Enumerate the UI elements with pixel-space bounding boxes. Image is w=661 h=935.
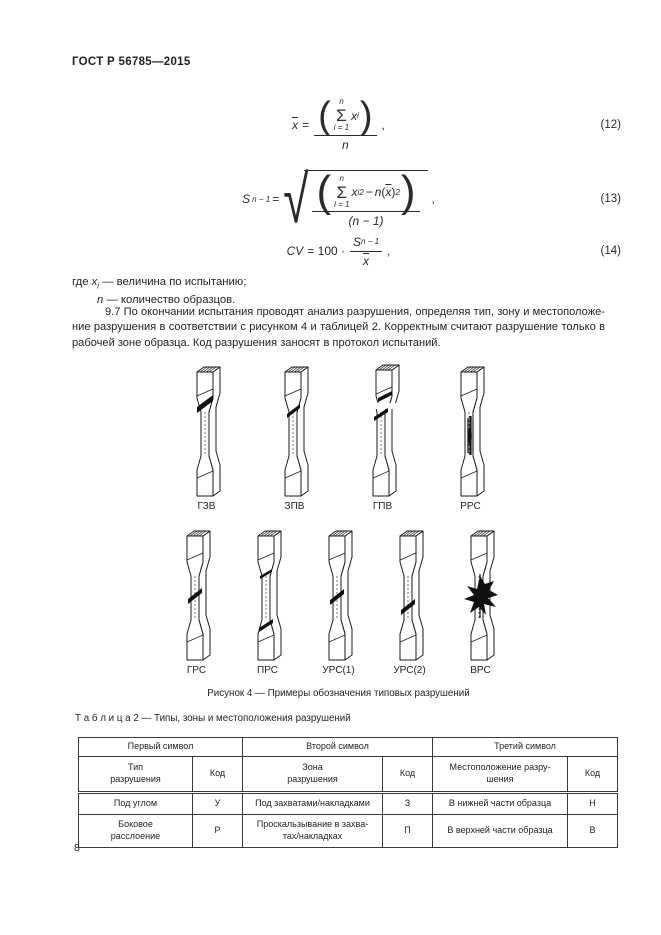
- table-col-header: Зона разрушения: [243, 757, 383, 793]
- table-cell: В нижней части образца: [433, 793, 568, 815]
- formula-12-fraction: ( n Σ i = 1 x i ) n: [314, 98, 376, 152]
- paragraph-line: ние разрушения в соответствии с рисунком 4 и таблицей 2. Корректным считают разрушение только в: [72, 321, 605, 334]
- specimen-label: УРС(2): [393, 665, 426, 676]
- paragraph-line: 9.7 По окончании испытания проводят анализ разрушения, определяя тип, зону и местоположе-: [105, 306, 605, 318]
- table-cell: У: [193, 793, 243, 815]
- summation-symbol: n Σ i = 1: [334, 173, 350, 209]
- specimen-drawing: [169, 524, 225, 664]
- specimen-label: ГРС: [186, 665, 207, 676]
- table-col-header: Местоположение разру- шения: [433, 757, 568, 793]
- table-cell: Проскальзывание в захва- тах/накладках: [243, 815, 383, 848]
- table-col-header: Тип разрушения: [79, 757, 193, 793]
- table-cell: Под захватами/накладками: [243, 793, 383, 815]
- specimen-figure: [310, 524, 368, 676]
- specimen-label: РРС: [460, 501, 481, 512]
- table-cell: Под углом: [79, 793, 193, 815]
- specimen-figure: [168, 524, 226, 676]
- formula-12-equals: =: [302, 118, 310, 132]
- specimen-label: ВРС: [470, 665, 491, 676]
- table-cell: Боковое расслоение: [79, 815, 193, 848]
- paragraph-9-7: [72, 305, 605, 351]
- table-group-header: Второй символ: [243, 738, 433, 757]
- specimen-drawing: [179, 360, 235, 500]
- specimen-figure: [452, 524, 510, 676]
- table-col-header: Код: [568, 757, 618, 793]
- specimen-drawing: [443, 360, 499, 500]
- specimen-figure: [381, 524, 439, 676]
- figure-row-2: [72, 524, 605, 676]
- table-group-header: Третий символ: [433, 738, 618, 757]
- summation-symbol: n Σ i = 1: [333, 97, 350, 132]
- specimen-label: ПРС: [257, 665, 278, 676]
- specimen-drawing: [267, 360, 323, 500]
- table-cell: Р: [193, 815, 243, 848]
- specimen-figure: [266, 360, 324, 512]
- equation-number-12: (12): [600, 119, 621, 131]
- table-cell: Н: [568, 793, 618, 815]
- where-block: [72, 275, 605, 308]
- formula-13: S n − 1 = √ ( n Σ i = 1 x i 2 − n ( $\overline{x}$ ) 2 ) (n − 1) , (13): [242, 161, 621, 237]
- formula-13-term: x: [351, 185, 358, 199]
- formula-13-denominator: (n − 1): [348, 214, 384, 229]
- table-row: [79, 793, 618, 815]
- formula-13-xbar: $\overline{x}$: [385, 185, 392, 199]
- figure-caption: Рисунок 4 — Примеры обозначения типовых разрушений: [207, 688, 470, 699]
- specimen-drawing: [382, 524, 438, 664]
- table-subheader-row: [79, 757, 618, 793]
- right-paren-glyph: ): [391, 185, 396, 199]
- figure-row-1: [72, 360, 605, 512]
- specimen-label: ЗПВ: [284, 501, 305, 512]
- variable-n: n: [97, 294, 104, 307]
- specimen-drawing: [311, 524, 367, 664]
- specimen-label: ГПВ: [372, 501, 393, 512]
- formula-13-comma: ,: [431, 192, 435, 206]
- formula-14-comma: ,: [387, 244, 391, 258]
- variable-x: x: [91, 276, 98, 288]
- where-line: n — количество образцов.: [97, 294, 236, 307]
- square-root: √ ( n Σ i = 1 x i 2 − n ( $\overline{x}$ ) 2 ) (n − 1): [283, 170, 427, 229]
- specimen-label: ГЗВ: [197, 501, 216, 512]
- formula-14-fraction: S n − 1 x: [350, 235, 382, 268]
- specimen-drawing: [453, 524, 509, 664]
- formula-13-lhs: S: [242, 192, 251, 206]
- table-cell: В: [568, 815, 618, 848]
- failure-table: [78, 737, 618, 848]
- formula-12: [72, 88, 621, 162]
- table-cell: В верхней части образца: [433, 815, 568, 848]
- paragraph-line: рабочей зоне образца. Код разрушения заносят в протокол испытаний.: [72, 336, 441, 349]
- specimen-figure: [178, 360, 236, 512]
- formula-14-equals: = 100 ·: [307, 244, 345, 258]
- table-col-header: Код: [383, 757, 433, 793]
- formula-12-lhs: $\overline{x}$: [292, 118, 299, 132]
- equation-number-14: (14): [600, 245, 621, 257]
- minus-sign: −: [365, 185, 373, 199]
- specimen-figure: [442, 360, 500, 512]
- formula-13-fraction: ( n Σ i = 1 x i 2 − n ( $\overline{x}$ ) 2 ) (n − 1): [312, 175, 419, 229]
- equation-number-13: (13): [600, 193, 621, 205]
- formula-12-comma: ,: [381, 118, 385, 132]
- table-cell: З: [383, 793, 433, 815]
- table-cell: П: [383, 815, 433, 848]
- table-row: [79, 815, 618, 848]
- table-group-header-row: [79, 738, 618, 757]
- formula-12-term: x: [351, 108, 358, 123]
- page-number: 8: [74, 842, 80, 854]
- specimen-label: УРС(1): [322, 665, 355, 676]
- specimen-drawing: [355, 360, 411, 500]
- document-header: ГОСТ Р 56785—2015: [72, 56, 191, 68]
- formula-13-coef: n: [374, 185, 382, 199]
- table-col-header: Код: [193, 757, 243, 793]
- formula-12-denominator: n: [341, 137, 349, 152]
- formula-14-lhs: CV: [286, 244, 304, 258]
- table-title: Т а б л и ц а 2 — Типы, зоны и местоположения разрушений: [75, 713, 351, 724]
- specimen-figure: [354, 360, 412, 512]
- formula-14: [72, 234, 621, 268]
- left-paren-glyph: (: [381, 185, 386, 199]
- formula-13-equals: =: [272, 192, 280, 206]
- specimen-figure: [239, 524, 297, 676]
- specimen-drawing: [240, 524, 296, 664]
- where-line: где $x_i$ — величина по испытанию;: [72, 276, 247, 291]
- table-group-header: Первый символ: [79, 738, 243, 757]
